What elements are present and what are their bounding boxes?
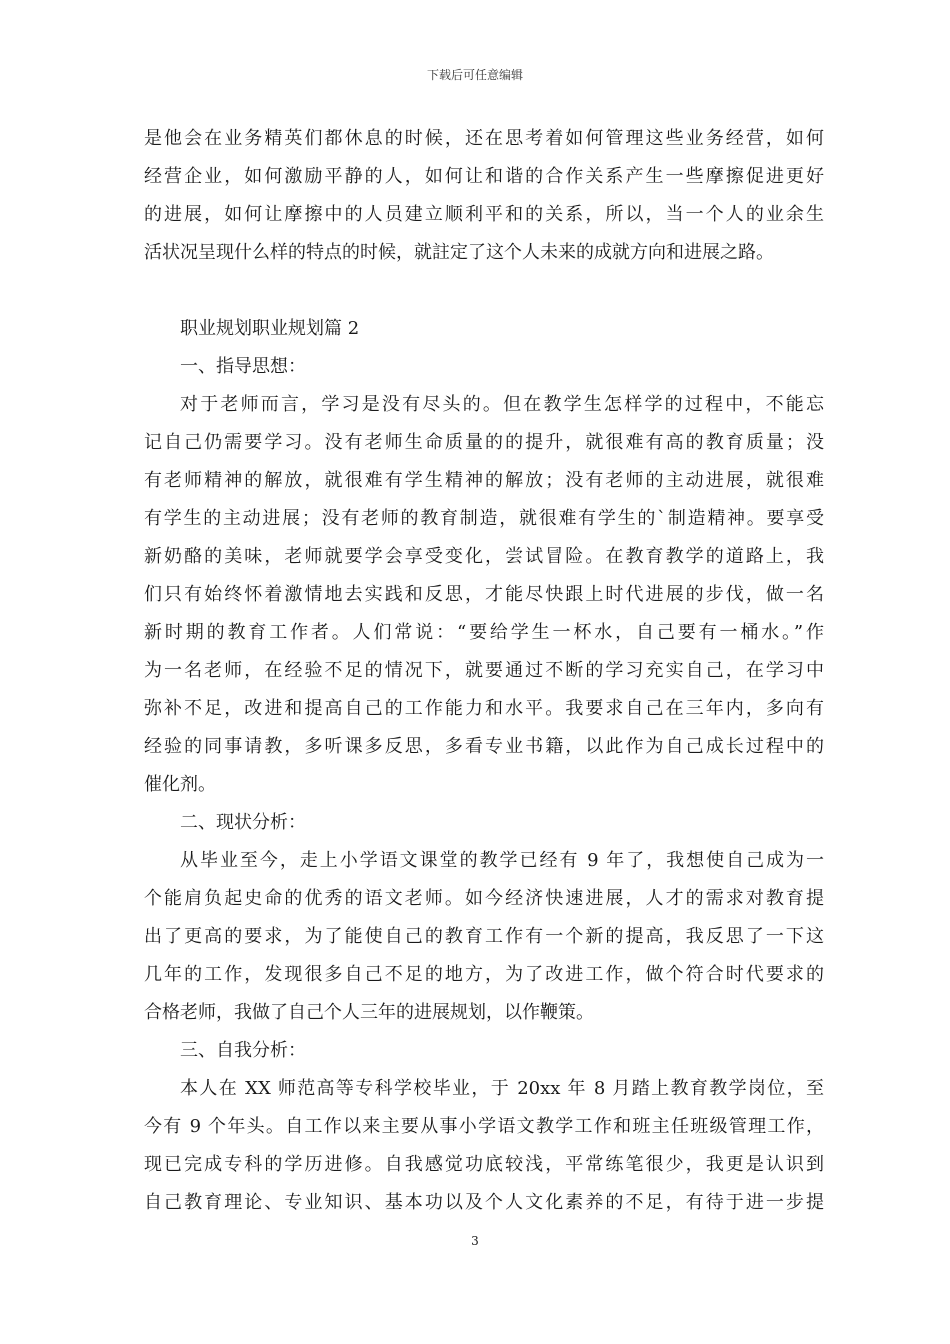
paragraph-line: 们只有始终怀着激情地去实践和反思，才能尽快跟上时代进展的步伐，做一名 bbox=[144, 584, 824, 605]
paragraph-line: 从毕业至今，走上小学语文课堂的教学已经有 9 年了，我想使自己成为一 bbox=[180, 850, 824, 871]
paragraph-line: 个能肩负起史命的优秀的语文老师。如今经济快速进展，人才的需求对教育提 bbox=[144, 888, 824, 909]
paragraph-line: 记自己仍需要学习。没有老师生命质量的的提升，就很难有高的教育质量；没 bbox=[144, 432, 824, 453]
paragraph-line: 本人在 XX 师范高等专科学校毕业，于 20xx 年 8 月踏上教育教学岗位，至 bbox=[180, 1078, 824, 1099]
paragraph-line: 新时期的教育工作者。人们常说：“要给学生一杯水，自己要有一桶水。”作 bbox=[144, 622, 824, 643]
paragraph-line: 弥补不足，改进和提高自己的工作能力和水平。我要求自己在三年内，多向有 bbox=[144, 698, 824, 719]
intro-paragraph bbox=[144, 120, 824, 272]
self-analysis-paragraph bbox=[144, 1070, 824, 1222]
document-body bbox=[144, 120, 824, 1222]
current-status-paragraph bbox=[144, 842, 824, 1032]
paragraph-line: 自己教育理论、专业知识、基本功以及个人文化素养的不足，有待于进一步提 bbox=[144, 1192, 824, 1213]
paragraph-line: 合格老师，我做了自己个人三年的进展规划，以作鞭策。 bbox=[144, 1002, 594, 1023]
paragraph-line: 出了更高的要求，为了能使自己的教育工作有一个新的提高，我反思了一下这 bbox=[144, 926, 824, 947]
guiding-thought-paragraph bbox=[144, 386, 824, 804]
paragraph-line: 的进展，如何让摩擦中的人员建立顺利平和的关系，所以，当一个人的业余生 bbox=[144, 204, 824, 225]
heading-guiding-thought: 一、指导思想： bbox=[180, 356, 306, 377]
heading-self-analysis: 三、自我分析： bbox=[180, 1040, 306, 1061]
paragraph-line: 经营企业，如何激励平静的人，如何让和谐的合作关系产生一些摩擦促进更好 bbox=[144, 166, 824, 187]
section-title: 职业规划职业规划篇 2 bbox=[180, 318, 360, 339]
paragraph-line: 新奶酪的美味，老师就要学会享受变化，尝试冒险。在教育教学的道路上，我 bbox=[144, 546, 824, 567]
heading-current-status: 二、现状分析： bbox=[180, 812, 306, 833]
paragraph-line: 为一名老师，在经验不足的情况下，就要通过不断的学习充实自己，在学习中 bbox=[144, 660, 824, 681]
paragraph-line: 对于老师而言，学习是没有尽头的。但在教学生怎样学的过程中，不能忘 bbox=[180, 394, 824, 415]
paragraph-line: 经验的同事请教，多听课多反思，多看专业书籍，以此作为自己成长过程中的 bbox=[144, 736, 824, 757]
paragraph-line: 有老师精神的解放，就很难有学生精神的解放；没有老师的主动进展，就很难 bbox=[144, 470, 824, 491]
paragraph-line: 今有 9 个年头。自工作以来主要从事小学语文教学工作和班主任班级管理工作， bbox=[144, 1116, 824, 1137]
paragraph-line: 活状况呈现什么样的特点的时候，就註定了这个人未来的成就方向和进展之路。 bbox=[144, 242, 774, 263]
page-header: 下载后可任意编辑 bbox=[426, 68, 523, 82]
paragraph-line: 催化剂。 bbox=[144, 774, 216, 795]
paragraph-line: 是他会在业务精英们都休息的时候，还在思考着如何管理这些业务经营，如何 bbox=[144, 128, 824, 149]
page-number: 3 bbox=[471, 1234, 479, 1248]
paragraph-line: 几年的工作，发现很多自己不足的地方，为了改进工作，做个符合时代要求的 bbox=[144, 964, 824, 985]
paragraph-line: 现已完成专科的学历进修。自我感觉功底较浅，平常练笔很少，我更是认识到 bbox=[144, 1154, 824, 1175]
paragraph-line: 有学生的主动进展；没有老师的教育制造，就很难有学生的`制造精神。要享受 bbox=[144, 508, 824, 529]
blank-line bbox=[144, 272, 824, 310]
